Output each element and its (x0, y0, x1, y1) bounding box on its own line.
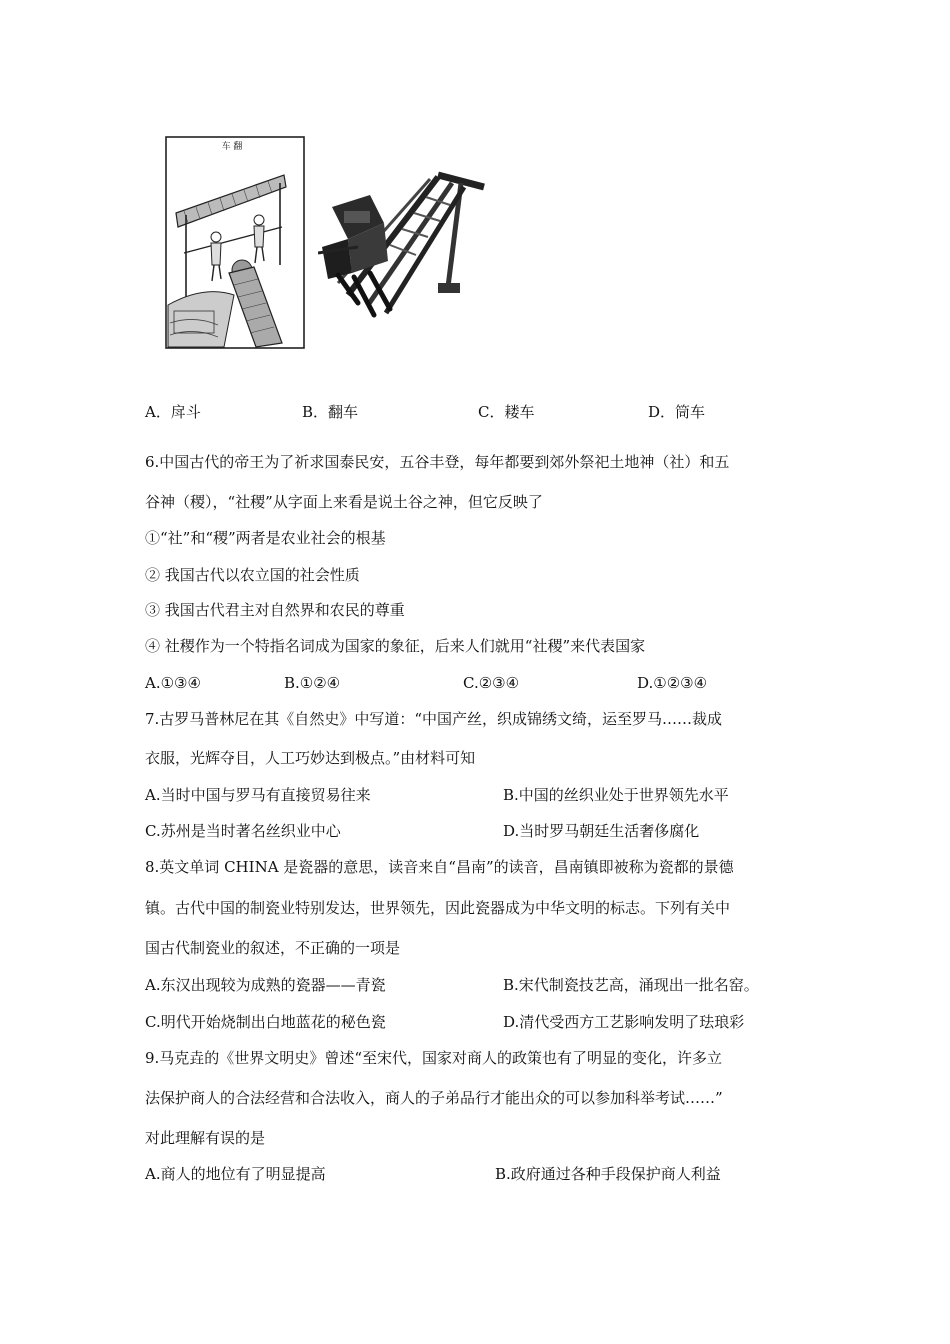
q6-option-c: C.②③④ (463, 674, 520, 692)
q8-stem-line-3: 国古代制瓷业的叙述，不正确的一项是 (145, 939, 401, 957)
q6-option-a: A.①③④ (145, 674, 201, 692)
q6-item-3: ③ 我国古代君主对自然界和农民的尊重 (145, 601, 405, 619)
fanche-model-image (318, 165, 488, 325)
q5-option-a: A．戽斗 (145, 403, 201, 421)
q8-option-c: C.明代开始烧制出白地蓝花的秘色瓷 (145, 1013, 386, 1031)
q7-option-c: C.苏州是当时著名丝织业中心 (145, 822, 341, 840)
q6-item-2: ② 我国古代以农立国的社会性质 (145, 566, 360, 584)
q7-option-a: A.当时中国与罗马有直接贸易往来 (145, 786, 371, 804)
fanche-woodblock-illustration (164, 135, 306, 350)
q7-option-d: D.当时罗马朝廷生活奢侈腐化 (503, 822, 700, 840)
q9-option-b: B.政府通过各种手段保护商人利益 (495, 1165, 721, 1183)
q9-option-a: A.商人的地位有了明显提高 (145, 1165, 326, 1183)
q6-item-4: ④ 社稷作为一个特指名词成为国家的象征，后来人们就用“社稷”来代表国家 (145, 637, 646, 655)
q6-option-d: D.①②③④ (637, 674, 708, 692)
q7-stem-line-2: 衣服，光辉夺目，人工巧妙达到极点。”由材料可知 (145, 749, 476, 767)
q6-item-1: ①“社”和“稷”两者是农业社会的根基 (145, 529, 386, 547)
q8-stem-line-1: 8.英文单词 CHINA 是瓷器的意思，读音来自“昌南”的读音，昌南镇即被称为瓷都的景德 (145, 858, 734, 876)
q8-option-b: B.宋代制瓷技艺高，涌现出一批名窑。 (503, 976, 759, 994)
q7-option-b: B.中国的丝织业处于世界领先水平 (503, 786, 729, 804)
q5-option-b: B．翻车 (302, 403, 359, 421)
illustration-caption: 车 翻 (221, 142, 243, 152)
q8-stem-line-2: 镇。古代中国的制瓷业特别发达，世界领先，因此瓷器成为中华文明的标志。下列有关中 (145, 899, 731, 917)
q8-option-d: D.清代受西方工艺影响发明了珐琅彩 (503, 1013, 745, 1031)
q9-stem-line-2: 法保护商人的合法经营和合法收入，商人的子弟品行才能出众的可以参加科举考试……” (145, 1089, 723, 1107)
q5-option-c: C．耧车 (478, 403, 535, 421)
q9-stem-line-1: 9.马克垚的《世界文明史》曾述“至宋代，国家对商人的政策也有了明显的变化，许多立 (145, 1049, 722, 1067)
q6-option-b: B.①②④ (284, 674, 341, 692)
q9-stem-line-3: 对此理解有误的是 (145, 1129, 266, 1147)
q8-option-a: A.东汉出现较为成熟的瓷器——青瓷 (145, 976, 386, 994)
q5-option-d: D．筒车 (648, 403, 706, 421)
q6-stem-line-2: 谷神（稷），“社稷”从字面上来看是说土谷之神，但它反映了 (145, 493, 543, 511)
q7-stem-line-1: 7.古罗马普林尼在其《自然史》中写道：“中国产丝，织成锦绣文绮，运至罗马……裁成 (145, 710, 722, 728)
q6-stem-line-1: 6.中国古代的帝王为了祈求国泰民安，五谷丰登，每年都要到郊外祭祀土地神（社）和五 (145, 453, 730, 471)
